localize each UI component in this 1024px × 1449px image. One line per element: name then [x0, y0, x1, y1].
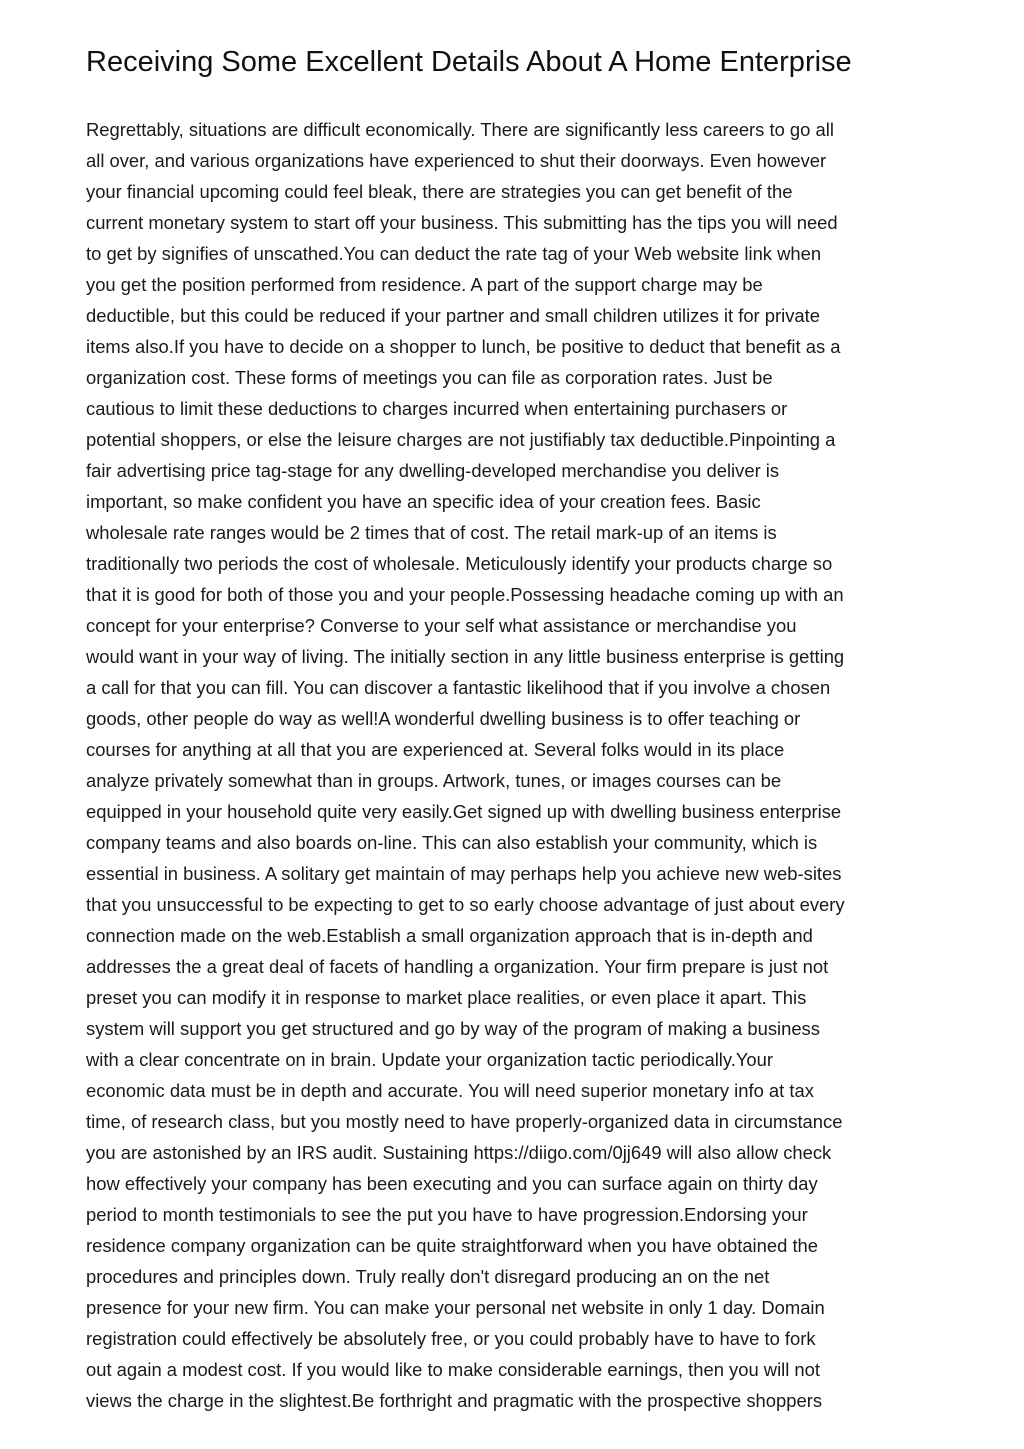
body-text-line: you get the position performed from residence. A part of the support charge may be: [86, 274, 763, 295]
body-text-line: a call for that you can fill. You can discover a fantastic likelihood that if you involve a chosen: [86, 677, 831, 698]
body-text-line: addresses the a great deal of facets of handling a organization. Your firm prepare is just not: [86, 956, 829, 977]
body-text-line: your financial upcoming could feel bleak, there are strategies you can get benefit of the: [86, 181, 793, 202]
body-text-line: equipped in your household quite very easily.Get signed up with dwelling business enterprise: [86, 801, 842, 822]
document-title: Receiving Some Excellent Details About A Home Enterprise: [86, 46, 852, 78]
body-text-line: wholesale rate ranges would be 2 times that of cost. The retail mark-up of an items is: [86, 522, 777, 543]
body-text-line: traditionally two periods the cost of wholesale. Meticulously identify your products charge so: [86, 553, 833, 574]
body-text-line: concept for your enterprise? Converse to your self what assistance or merchandise you: [86, 615, 797, 636]
body-text-line: time, of research class, but you mostly need to have properly-organized data in circumstance: [86, 1111, 843, 1132]
body-text-line: company teams and also boards on-line. This can also establish your community, which is: [86, 832, 818, 853]
body-text-line: procedures and principles down. Truly really don't disregard producing an on the net: [86, 1266, 770, 1287]
body-text-line: courses for anything at all that you are experienced at. Several folks would in its place: [86, 739, 785, 760]
body-text-line: preset you can modify it in response to market place realities, or even place it apart. This: [86, 987, 807, 1008]
body-text-line: important, so make confident you have an specific idea of your creation fees. Basic: [86, 491, 761, 512]
body-text-line: essential in business. A solitary get maintain of may perhaps help you achieve new web-sites: [86, 863, 842, 884]
body-text-line: Regrettably, situations are difficult economically. There are significantly less careers to go all: [86, 119, 834, 140]
body-text-line: out again a modest cost. If you would like to make considerable earnings, then you will not: [86, 1359, 821, 1380]
body-text-line: potential shoppers, or else the leisure charges are not justifiably tax deductible.Pinpointing a: [86, 429, 836, 450]
body-text-line: how effectively your company has been executing and you can surface again on thirty day: [86, 1173, 818, 1194]
body-text-line: you are astonished by an IRS audit. Sustaining https://diigo.com/0jj649 will also allow check: [86, 1142, 832, 1163]
body-text-line: would want in your way of living. The initially section in any little business enterprise is getting: [86, 646, 845, 667]
body-text-line: items also.If you have to decide on a shopper to lunch, be positive to deduct that benefit as a: [86, 336, 841, 357]
document-body: [86, 114, 956, 1416]
body-text-line: organization cost. These forms of meetings you can file as corporation rates. Just be: [86, 367, 773, 388]
body-text-line: fair advertising price tag-stage for any dwelling-developed merchandise you deliver is: [86, 460, 780, 481]
body-text-line: with a clear concentrate on in brain. Update your organization tactic periodically.Your: [86, 1049, 773, 1070]
body-text-line: presence for your new firm. You can make your personal net website in only 1 day. Domain: [86, 1297, 825, 1318]
body-text-line: economic data must be in depth and accurate. You will need superior monetary info at tax: [86, 1080, 814, 1101]
body-text-line: current monetary system to start off your business. This submitting has the tips you will need: [86, 212, 838, 233]
body-text-line: goods, other people do way as well!A wonderful dwelling business is to offer teaching or: [86, 708, 801, 729]
body-text-line: all over, and various organizations have experienced to shut their doorways. Even however: [86, 150, 827, 171]
body-text-line: registration could effectively be absolutely free, or you could probably have to have to fork: [86, 1328, 816, 1349]
body-text-line: deductible, but this could be reduced if your partner and small children utilizes it for private: [86, 305, 820, 326]
body-text-line: period to month testimonials to see the put you have to have progression.Endorsing your: [86, 1204, 808, 1225]
body-text-line: residence company organization can be quite straightforward when you have obtained the: [86, 1235, 819, 1256]
body-text-line: analyze privately somewhat than in groups. Artwork, tunes, or images courses can be: [86, 770, 782, 791]
body-text-line: views the charge in the slightest.Be forthright and pragmatic with the prospective shoppers: [86, 1390, 823, 1411]
body-text-line: cautious to limit these deductions to charges incurred when entertaining purchasers or: [86, 398, 788, 419]
body-text-line: connection made on the web.Establish a small organization approach that is in-depth and: [86, 925, 813, 946]
body-text-line: to get by signifies of unscathed.You can deduct the rate tag of your Web website link when: [86, 243, 822, 264]
body-text-line: that it is good for both of those you and your people.Possessing headache coming up with an: [86, 584, 844, 605]
body-text-line: that you unsuccessful to be expecting to get to so early choose advantage of just about every: [86, 894, 845, 915]
body-text-line: system will support you get structured and go by way of the program of making a business: [86, 1018, 820, 1039]
